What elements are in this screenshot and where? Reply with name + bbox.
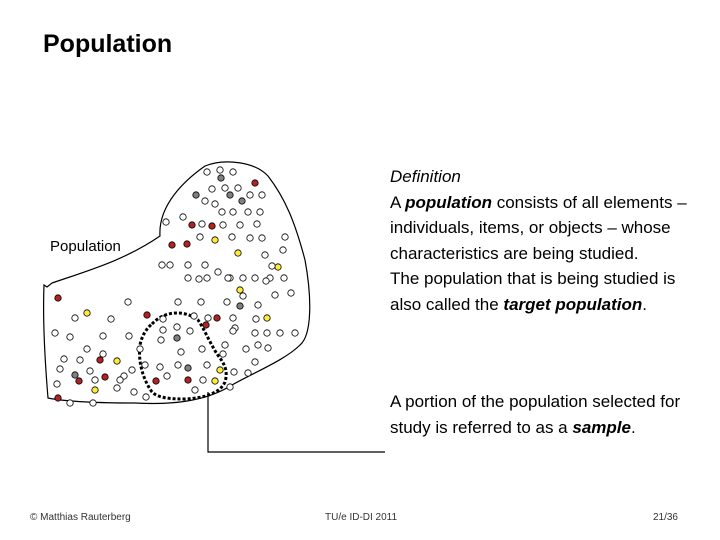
population-dot: [230, 315, 236, 321]
population-dot: [230, 209, 236, 215]
population-dot: [264, 315, 270, 321]
population-dot: [157, 364, 163, 370]
sample-outline: [140, 313, 227, 399]
population-dot: [204, 362, 210, 368]
population-dot: [185, 377, 191, 383]
population-dot: [262, 252, 268, 258]
population-dot: [205, 315, 211, 321]
population-dot: [203, 322, 209, 328]
definition-block: [390, 164, 690, 318]
population-dot: [185, 365, 191, 371]
population-dot: [217, 367, 223, 373]
population-dot: [230, 169, 236, 175]
population-dot: [240, 275, 246, 281]
population-dot: [212, 237, 218, 243]
population-dot: [282, 234, 288, 240]
population-dot: [222, 185, 228, 191]
population-dot: [199, 346, 205, 352]
population-dot: [243, 346, 249, 352]
population-dot: [202, 198, 208, 204]
population-dot: [191, 313, 197, 319]
population-dot: [189, 222, 195, 228]
population-dot: [153, 378, 159, 384]
population-dot: [100, 351, 106, 357]
sample-block: [390, 389, 690, 440]
population-dot: [114, 385, 120, 391]
population-dot: [193, 192, 199, 198]
population-dot: [185, 275, 191, 281]
population-dot: [252, 180, 258, 186]
sample-text: .: [630, 417, 636, 437]
population-dot: [185, 262, 191, 268]
population-dot: [252, 330, 258, 336]
population-dot: [55, 395, 61, 401]
population-dot: [67, 400, 73, 406]
population-dot: [87, 368, 93, 374]
population-dot: [92, 377, 98, 383]
population-dot: [254, 221, 260, 227]
population-dot: [218, 175, 224, 181]
population-dot: [102, 374, 108, 380]
population-dot: [220, 351, 226, 357]
population-dot: [272, 292, 278, 298]
population-dot: [196, 276, 202, 282]
population-dot: [76, 378, 82, 384]
population-dot: [72, 315, 78, 321]
population-dot: [174, 335, 180, 341]
population-dot: [245, 370, 251, 376]
population-label: Population: [50, 238, 121, 255]
population-dot: [275, 264, 281, 270]
population-dot: [90, 400, 96, 406]
population-dot: [84, 310, 90, 316]
definition-paragraph-2: [390, 266, 690, 317]
population-dot: [257, 209, 263, 215]
population-dot: [164, 373, 170, 379]
population-dot: [247, 192, 253, 198]
population-dot: [178, 349, 184, 355]
population-dot: [187, 328, 193, 334]
definition-text: The population that is being studied is also called the: [390, 269, 676, 314]
population-dot: [67, 334, 73, 340]
population-dot: [263, 278, 269, 284]
sample-pointer-line: [208, 392, 385, 452]
population-dot: [137, 346, 143, 352]
population-dot: [230, 328, 236, 334]
population-dot: [204, 169, 210, 175]
population-dot: [255, 342, 261, 348]
population-dot: [227, 384, 233, 390]
population-dot: [252, 275, 258, 281]
population-dot: [225, 275, 231, 281]
population-dot: [214, 315, 220, 321]
population-dot: [55, 295, 61, 301]
population-dot: [219, 209, 225, 215]
population-dot: [253, 316, 259, 322]
population-dot: [169, 242, 175, 248]
population-dot: [281, 275, 287, 281]
population-dot: [222, 342, 228, 348]
definition-text: A: [390, 192, 406, 212]
population-dot: [160, 316, 166, 322]
population-dot: [255, 302, 261, 308]
population-dot: [259, 192, 265, 198]
population-dot: [204, 275, 210, 281]
population-dot: [92, 387, 98, 393]
footer-author: © Matthias Rauterberg: [30, 512, 131, 523]
population-dot: [229, 234, 235, 240]
population-dot: [269, 263, 275, 269]
population-dot: [235, 250, 241, 256]
term-target-population: target population: [503, 294, 643, 314]
population-dot: [167, 262, 173, 268]
population-dot: [224, 299, 230, 305]
population-dot: [129, 367, 135, 373]
population-dot: [61, 356, 67, 362]
population-dot: [197, 234, 203, 240]
definition-paragraph-1: [390, 190, 690, 267]
definition-heading: Definition: [390, 167, 461, 186]
population-dot: [198, 299, 204, 305]
population-dot: [184, 241, 190, 247]
population-dot: [200, 377, 206, 383]
population-dot: [143, 394, 149, 400]
definition-text: .: [642, 294, 647, 314]
population-dot: [126, 333, 132, 339]
population-dot: [158, 337, 164, 343]
population-dot: [202, 262, 208, 268]
population-dot: [125, 299, 131, 305]
population-dot: [142, 362, 148, 368]
population-dot: [231, 369, 237, 375]
slide-title: Population: [43, 30, 173, 58]
population-dot: [217, 167, 223, 173]
population-dot: [77, 357, 83, 363]
population-dot: [174, 324, 180, 330]
population-dot: [237, 303, 243, 309]
term-sample: sample: [572, 417, 631, 437]
sample-text: A portion of the population selected for study is referred to as a: [390, 392, 681, 437]
population-dot: [245, 209, 251, 215]
population-dot: [159, 262, 165, 268]
population-dot: [175, 362, 181, 368]
population-dot: [108, 316, 114, 322]
population-dot: [247, 235, 253, 241]
population-dot: [220, 222, 226, 228]
population-dot: [72, 372, 78, 378]
population-dot: [100, 333, 106, 339]
population-dot: [280, 247, 286, 253]
population-dot: [57, 366, 63, 372]
population-dot: [117, 377, 123, 383]
population-dot: [215, 269, 221, 275]
population-dot: [252, 359, 258, 365]
population-dot: [180, 214, 186, 220]
population-dot: [175, 299, 181, 305]
population-dot: [114, 358, 120, 364]
population-dot: [52, 330, 58, 336]
population-dot: [199, 221, 205, 227]
population-dot: [209, 186, 215, 192]
population-dot: [163, 219, 169, 225]
population-dot: [160, 327, 166, 333]
population-dot: [54, 381, 60, 387]
population-dot: [265, 345, 271, 351]
population-dot: [264, 330, 270, 336]
population-dot: [131, 389, 137, 395]
population-dot: [259, 235, 265, 241]
population-dot: [212, 201, 218, 207]
population-dot: [97, 357, 103, 363]
population-dot: [277, 330, 283, 336]
population-dot: [209, 223, 215, 229]
population-dot: [239, 198, 245, 204]
population-dot: [237, 287, 243, 293]
population-dot: [84, 346, 90, 352]
population-dot: [292, 330, 298, 336]
term-population: population: [405, 192, 492, 212]
population-dot: [212, 378, 218, 384]
footer-course: TU/e ID-DI 2011: [325, 512, 398, 523]
footer-page-number: 21/36: [652, 512, 678, 523]
population-dot: [237, 222, 243, 228]
definition-text: consists of all elements – individuals, items, or objects – whose characteristics are being studied.: [390, 192, 687, 263]
population-dot: [288, 290, 294, 296]
population-dot: [235, 185, 241, 191]
population-dot: [192, 387, 198, 393]
population-dot: [227, 192, 233, 198]
population-dot: [144, 312, 150, 318]
population-dot: [240, 293, 246, 299]
